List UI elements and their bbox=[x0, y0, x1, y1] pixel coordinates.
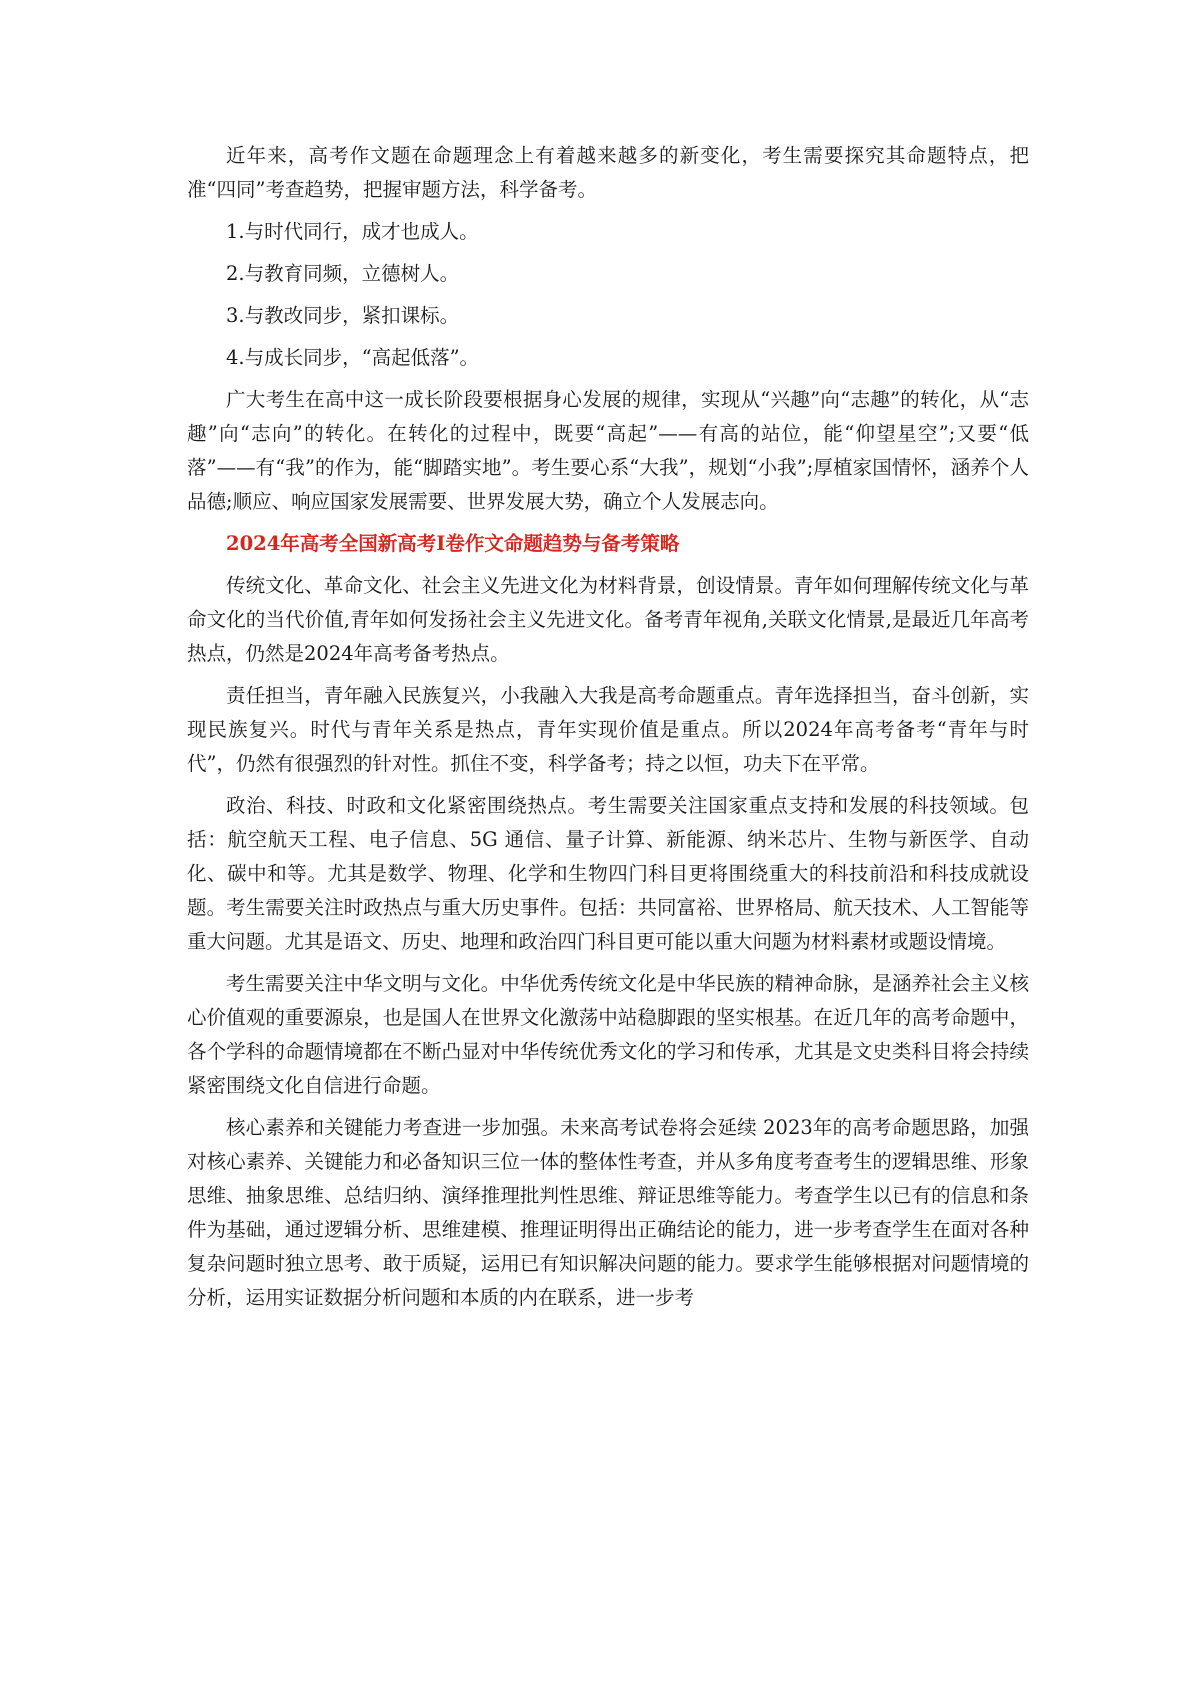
intro-paragraph: 近年来，高考作文题在命题理念上有着越来越多的新变化，考生需要探究其命题特点，把准“四同”考查趋势，把握审题方法，科学备考。 bbox=[187, 144, 1029, 201]
paragraph-politics-tech: 政治、科技、时政和文化紧密围绕热点。考生需要关注国家重点支持和发展的科技领域。包括：航空航天工程、电子信息、5G 通信、量子计算、新能源、纳米芯片、生物与新医学、自动化、碳中和等。尤其是数学、物理、化学和生物四门科目更将围绕重大的科技前沿和科技成就设题。考生需要关注时政热点与重大历史事件。包括：共同富裕、世界格局、航天技术、人工智能等重大问题。尤其是语文、历史、地理和政治四门科目更可能以重大问题为材料素材或题设情境。 bbox=[187, 794, 1029, 953]
list-item-4: 4.与成长同步，“高起低落”。 bbox=[226, 346, 480, 369]
paragraph-responsibility: 责任担当，青年融入民族复兴，小我融入大我是高考命题重点。青年选择担当，奋斗创新，实现民族复兴。时代与青年关系是热点，青年实现价值是重点。所以2024年高考备考“青年与时代”，仍然有很强烈的针对性。抓住不变，科学备考；持之以恒，功夫下在平常。 bbox=[187, 684, 1029, 775]
growth-paragraph: 广大考生在高中这一成长阶段要根据身心发展的规律，实现从“兴趣”向“志趣”的转化，从“志趣”向“志向”的转化。在转化的过程中，既要“高起”——有高的站位，能“仰望星空”;又要“低落”——有“我”的作为，能“脚踏实地”。考生要心系“大我”，规划“小我”;厚植家国情怀，涵养个人品德;顺应、响应国家发展需要、世界发展大势，确立个人发展志向。 bbox=[187, 388, 1029, 513]
paragraph-core-literacy: 核心素养和关键能力考查进一步加强。未来高考试卷将会延续 2023年的高考命题思路，加强对核心素养、关键能力和必备知识三位一体的整体性考查，并从多角度考查考生的逻辑思维、形象思维、抽象思维、总结归纳、演绎推理批判性思维、辩证思维等能力。考查学生以已有的信息和条件为基础，通过逻辑分析、思维建模、推理证明得出正确结论的能力，进一步考查学生在面对各种复杂问题时独立思考、敢于质疑，运用已有知识解决问题的能力。要求学生能够根据对问题情境的分析，运用实证数据分析问题和本质的内在联系，进一步考 bbox=[187, 1116, 1029, 1309]
section-heading: 2024年高考全国新高考Ⅰ卷作文命题趋势与备考策略 bbox=[226, 532, 680, 555]
paragraph-culture: 传统文化、革命文化、社会主义先进文化为材料背景，创设情景。青年如何理解传统文化与革命文化的当代价值,青年如何发扬社会主义先进文化。备考青年视角,关联文化情景,是最近几年高考热点，仍然是2024年高考备考热点。 bbox=[187, 574, 1029, 665]
list-item-3: 3.与教改同步，紧扣课标。 bbox=[226, 304, 460, 327]
document-body bbox=[187, 139, 1029, 1323]
list-item-2: 2.与教育同频，立德树人。 bbox=[226, 262, 460, 285]
list-item-1: 1.与时代同行，成才也成人。 bbox=[226, 220, 479, 243]
paragraph-civilization: 考生需要关注中华文明与文化。中华优秀传统文化是中华民族的精神命脉，是涵养社会主义核心价值观的重要源泉，也是国人在世界文化激荡中站稳脚跟的坚实根基。在近几年的高考命题中，各个学科的命题情境都在不断凸显对中华传统优秀文化的学习和传承，尤其是文史类科目将会持续紧密围绕文化自信进行命题。 bbox=[187, 972, 1029, 1097]
